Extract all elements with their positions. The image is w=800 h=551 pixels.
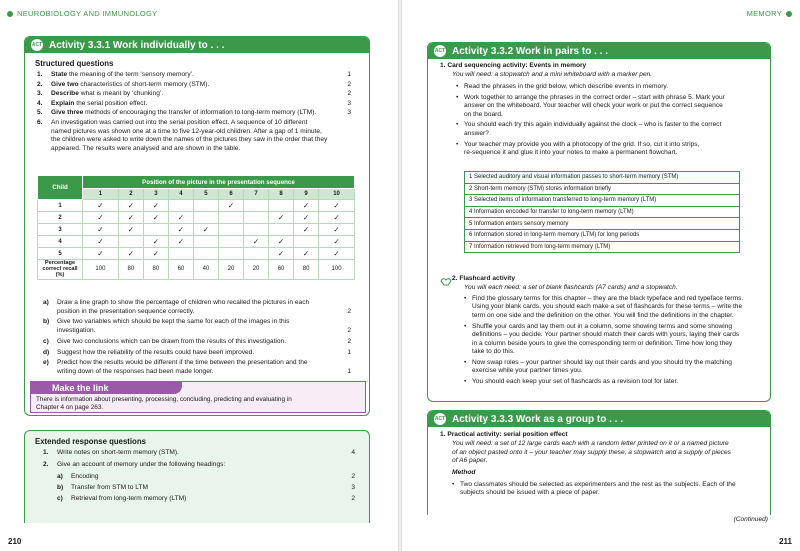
- activity-card-331: [24, 36, 370, 416]
- bullet-line: in a column beside yours to give the corresponding term or definition. Time how long they: [472, 339, 733, 347]
- table-cell: ✓: [294, 212, 319, 224]
- question-number: 6.: [37, 119, 43, 126]
- percent-label-line: Percentage: [44, 260, 76, 266]
- ext-q1-text: Write notes on short-term memory (STM).: [57, 449, 179, 456]
- table-percent-cell: 80: [143, 260, 168, 280]
- activity-card-332: [427, 42, 771, 402]
- table-percent-cell: 60: [269, 260, 294, 280]
- activity-header: ACT Activity 3.3.1 Work individually to . . .: [25, 37, 369, 53]
- table-position-number: 6: [218, 189, 243, 200]
- subquestion-label: a): [43, 299, 49, 306]
- table-cell: ✓: [319, 236, 355, 248]
- ext-q2-text: Give an account of memory under the following headings:: [57, 461, 226, 468]
- list-item: [464, 141, 699, 158]
- bullet-line: term on one side and the definition on the other. You will find the definitions in the chapter.: [472, 311, 734, 319]
- table-cell: ✓: [83, 200, 119, 212]
- sequence-phrase: 3 Selected items of information transferred to long-term memory (LTM): [465, 195, 740, 207]
- table-cell: ✓: [319, 212, 355, 224]
- bullet-dot-icon: [786, 11, 792, 17]
- table-cell: ✓: [118, 212, 143, 224]
- question-command-word: Give three: [51, 109, 84, 117]
- table-cell: [269, 224, 294, 236]
- table-cell: ✓: [218, 200, 243, 212]
- flashcard-title: 2. Flashcard activity: [452, 275, 516, 282]
- table-cell: [193, 200, 218, 212]
- bullet-line: • You should each keep your set of flashcards as a revision tool for later.: [472, 378, 679, 386]
- table-position-number: 4: [168, 189, 193, 200]
- table-cell: ✓: [294, 200, 319, 212]
- practical-title: 1. Practical activity: serial position effect: [440, 431, 568, 438]
- table-cell: ✓: [143, 200, 168, 212]
- table-percent-cell: 20: [244, 260, 269, 280]
- table-cell: ✓: [83, 224, 119, 236]
- question-text: Give three methods of encouraging the transfer of information to long-term memory (LTM).: [51, 109, 317, 117]
- bullet-line: exercise while your partner times you.: [472, 367, 583, 375]
- table-percent-cell: 100: [83, 260, 119, 280]
- question-6-line: named pictures was shown one at a time to five 12-year-old children. After a gap of 1 minute,: [51, 127, 322, 135]
- activity-badge-icon: ACT: [434, 413, 446, 425]
- sequence-phrase: 2 Short-term memory (STM) stores information briefly: [465, 183, 740, 195]
- table-row: [38, 236, 355, 248]
- bullet-line: • Now swap roles – your partner should lay out their cards and you should try the matching: [472, 359, 732, 366]
- question-marks: 3: [347, 109, 351, 117]
- question-6-line: appeared. The results were analysed and are shown in the table.: [51, 144, 241, 152]
- question-text: Explain the serial position effect.: [51, 99, 148, 107]
- table-position-header: Position of the picture in the presentation sequence: [83, 176, 355, 189]
- bullet-line: • You should each try this again individually against the clock – who is faster to the correct: [464, 121, 722, 129]
- table-cell: [218, 212, 243, 224]
- table-cell: ✓: [118, 200, 143, 212]
- bullet-line: answer?: [464, 129, 489, 137]
- ext-q1-marks: 4: [351, 449, 355, 456]
- table-percent-cell: 60: [168, 260, 193, 280]
- question-number: 2.: [37, 80, 43, 88]
- question-marks: 2: [347, 90, 351, 98]
- list-item: [472, 295, 743, 320]
- list-item: [464, 121, 721, 138]
- ext-sub-label: a): [57, 473, 63, 480]
- ext-sub-label: b): [57, 484, 64, 491]
- table-cell: ✓: [294, 248, 319, 260]
- bullet-line: • Work together to arrange the phrases in the correct order – start with phrase 5. Mark your: [464, 93, 725, 101]
- table-child-header: Child: [38, 176, 83, 200]
- table-cell: ✓: [118, 248, 143, 260]
- table-position-number: 1: [83, 189, 119, 200]
- pairs-icon: [440, 273, 452, 283]
- table-percent-label: [38, 260, 83, 280]
- question-6-line: the children were asked to write down the names of the pictures they saw in the order that they: [51, 136, 328, 144]
- list-item: [472, 359, 732, 376]
- subquestion-line: Give two variables which should be kept the same for each of the images in this: [57, 318, 290, 326]
- table-cell: ✓: [319, 248, 355, 260]
- table-cell: ✓: [319, 224, 355, 236]
- table-cell: [294, 236, 319, 248]
- question-command-word: Describe: [51, 90, 79, 98]
- question-text: Give two characteristics of short-term memory (STM).: [51, 80, 210, 88]
- subquestion-label: b): [43, 318, 50, 326]
- page-number-right: 211: [779, 537, 792, 546]
- table-cell: [168, 248, 193, 260]
- subquestion-marks: 2: [347, 337, 351, 345]
- table-cell: ✓: [193, 224, 218, 236]
- card-sequencing-title: 1. Card sequencing activity: Events in memory: [440, 62, 587, 69]
- subquestion-marks: 2: [347, 307, 351, 315]
- table-cell: [244, 200, 269, 212]
- question-text: State the meaning of the term ‘sensory memory’.: [51, 71, 194, 78]
- sequence-grid: [464, 171, 740, 253]
- table-cell: [218, 236, 243, 248]
- flashcard-need: You will each need: a set of blank flashcards (A7 cards) and a stopwatch.: [464, 284, 678, 291]
- method-bullet: • Two classmates should be selected as experimenters and the rest as the subjects. Each of the subjects should be issued with a piece of paper.: [460, 481, 736, 498]
- make-the-link-header: Make the link: [30, 381, 182, 394]
- bullet-line: on the board.: [464, 110, 503, 118]
- subquestion-line: Predict how the results would be different if the time between the presentation and the: [57, 359, 308, 367]
- table-cell: ✓: [269, 236, 294, 248]
- activity-badge-icon: ACT: [434, 45, 446, 57]
- ext-sub-text: Transfer from STM to LTM: [71, 484, 148, 491]
- table-cell: [244, 248, 269, 260]
- subquestion-marks: 2: [347, 327, 351, 334]
- table-cell: [193, 212, 218, 224]
- table-cell: ✓: [319, 200, 355, 212]
- table-cell: ✓: [83, 248, 119, 260]
- table-percent-row: [38, 260, 355, 280]
- bullet-dot-icon: [7, 11, 13, 17]
- table-percent-cell: 40: [193, 260, 218, 280]
- sequence-phrase: 5 Information enters sensory memory: [465, 218, 740, 230]
- sequence-row: [465, 172, 740, 184]
- table-cell: ✓: [118, 224, 143, 236]
- percent-label-line: correct recall (%): [42, 266, 78, 279]
- question-number: 5.: [37, 109, 43, 117]
- subquestion-label: e): [43, 359, 49, 367]
- question-6-line: An investigation was carried out into the serial position effect. A sequence of 10 different: [51, 119, 308, 126]
- table-cell: ✓: [168, 236, 193, 248]
- question-command-word: Give two: [51, 80, 79, 88]
- ext-sub-text: Encoding: [71, 473, 99, 480]
- bullet-line: answer on the whiteboard. Your teacher will check your work or put the correct sequence: [464, 102, 723, 110]
- question-text: Describe what is meant by ‘chunking’.: [51, 90, 164, 98]
- subquestion-marks: 1: [347, 368, 351, 375]
- bullet-line: take to do this.: [472, 348, 515, 356]
- question-marks: 2: [347, 80, 351, 88]
- right-page: [402, 0, 800, 551]
- page-number-left: 210: [8, 537, 22, 546]
- bullet-line: • Your teacher may provide you with a photocopy of the grid. If so, cut it into strips,: [464, 140, 700, 148]
- table-child-cell: 3: [38, 224, 83, 236]
- list-item: [472, 378, 678, 386]
- table-cell: [218, 224, 243, 236]
- list-item: [472, 323, 739, 357]
- sequence-phrase: 1 Selected auditory and visual information passes to short-term memory (STM): [465, 172, 740, 184]
- table-cell: [168, 200, 193, 212]
- ext-sub-text: Retrieval from long-term memory (LTM): [71, 495, 187, 502]
- question-number: 4.: [37, 99, 43, 107]
- running-head-right: MEMORY: [747, 9, 792, 18]
- table-position-number: 9: [294, 189, 319, 200]
- subquestion-line: Suggest how the reliability of the results could have been improved.: [57, 348, 255, 356]
- subquestion-marks: 1: [347, 348, 351, 356]
- table-cell: ✓: [83, 212, 119, 224]
- activity-header: ACT Activity 3.3.2 Work in pairs to . . .: [428, 43, 770, 59]
- table-position-number: 3: [143, 189, 168, 200]
- subquestion-line: writing down of the responses had been made longer.: [57, 368, 214, 375]
- table-child-cell: 4: [38, 236, 83, 248]
- table-position-number: 2: [118, 189, 143, 200]
- make-the-link-text: There is information about presenting, processing, concluding, predicting and evaluating in Chapter 4 on page 263.: [36, 396, 292, 411]
- bullet-line: • Find the glossary terms for this chapter – they are the black typeface and red typeface terms.: [472, 295, 744, 302]
- table-cell: [143, 224, 168, 236]
- list-item: [464, 94, 725, 119]
- bullet-line: • Shuffle your cards and lay them out in a column, some showing terms and some showing: [472, 322, 733, 330]
- question-number: 3.: [37, 90, 43, 98]
- ext-q2-number: 2.: [43, 461, 49, 468]
- subquestion-line: Draw a line graph to show the percentage of children who recalled the pictures in each: [57, 299, 310, 306]
- ext-sub-marks: 2: [351, 495, 355, 502]
- table-cell: [244, 224, 269, 236]
- continued-note: (Continued): [733, 516, 768, 523]
- table-row: [38, 200, 355, 212]
- table-percent-cell: 100: [319, 260, 355, 280]
- question-marks: 3: [347, 99, 351, 107]
- card-sequencing-need: You will need: a stopwatch and a mini whiteboard with a marker pen.: [452, 71, 653, 78]
- table-percent-cell: 80: [294, 260, 319, 280]
- extended-heading: Extended response questions: [35, 437, 146, 446]
- table-child-cell: 2: [38, 212, 83, 224]
- table-cell: ✓: [269, 248, 294, 260]
- sequence-row: [465, 241, 740, 253]
- make-the-link-box: [30, 381, 366, 413]
- table-cell: [269, 200, 294, 212]
- sequence-phrase: 7 Information retrieved from long-term memory (LTM): [465, 241, 740, 253]
- table-cell: ✓: [143, 248, 168, 260]
- sequence-row: [465, 206, 740, 218]
- extended-response-panel: [24, 430, 370, 523]
- table-cell: [218, 248, 243, 260]
- table-row: [38, 224, 355, 236]
- table-cell: ✓: [168, 212, 193, 224]
- sequence-row: [465, 195, 740, 207]
- subquestion-label: c): [43, 337, 49, 345]
- sequence-phrase: 4 Information encoded for transfer to long-term memory (LTM): [465, 206, 740, 218]
- question-command-word: Explain: [51, 99, 75, 107]
- table-cell: [193, 248, 218, 260]
- bullet-line: Using your blank cards, you should each make a set of flashcards for these terms – write the: [472, 303, 743, 311]
- bullet-line: • Read the phrases in the grid below, which describe events in memory.: [464, 83, 669, 90]
- table-cell: ✓: [143, 236, 168, 248]
- bullet-line: definitions – you decide. Your partner should match their cards with yours, laying their cards: [472, 331, 740, 339]
- table-row: [38, 212, 355, 224]
- table-position-number: 8: [269, 189, 294, 200]
- bullet-line: re-sequence it and glue it into your notes to make a permanent flowchart.: [464, 149, 678, 156]
- table-cell: ✓: [168, 224, 193, 236]
- table-position-number: 7: [244, 189, 269, 200]
- table-cell: [244, 212, 269, 224]
- table-cell: ✓: [244, 236, 269, 248]
- ext-q1-number: 1.: [43, 449, 49, 456]
- table-position-number: 5: [193, 189, 218, 200]
- list-item: [464, 83, 668, 91]
- practical-need: You will need: a set of 12 large cards each with a random letter printed on it or a named picture of an object pasted onto it – your teacher may supply these, a stopwatch and a supply of pieces of A6 paper.: [452, 440, 731, 465]
- table-cell: ✓: [83, 236, 119, 248]
- subquestion-line: Give two conclusions which can be drawn from the results of this investigation.: [57, 337, 287, 345]
- table-position-number: 10: [319, 189, 355, 200]
- left-page: [0, 0, 398, 551]
- ext-sub-marks: 3: [351, 484, 355, 491]
- activity-card-333: [427, 410, 771, 515]
- method-label: Method: [452, 469, 476, 476]
- table-row: [38, 248, 355, 260]
- question-number: 1.: [37, 71, 43, 78]
- sequence-phrase: 6 Information stored in long-term memory (LTM) for long periods: [465, 229, 740, 241]
- subquestion-line: position in the presentation sequence correctly.: [57, 307, 195, 315]
- results-table: [37, 175, 355, 280]
- table-percent-cell: 20: [218, 260, 243, 280]
- subquestion-line: investigation.: [57, 327, 96, 334]
- subquestion-label: d): [43, 348, 50, 356]
- activity-header: ACT Activity 3.3.3 Work as a group to . . .: [428, 411, 770, 427]
- activity-badge-icon: ACT: [31, 39, 43, 51]
- sequence-row: [465, 218, 740, 230]
- table-percent-cell: 80: [118, 260, 143, 280]
- ext-sub-marks: 2: [351, 473, 355, 480]
- ext-sub-label: c): [57, 495, 63, 502]
- question-command-word: State: [51, 71, 68, 78]
- table-child-cell: 1: [38, 200, 83, 212]
- table-cell: [118, 236, 143, 248]
- question-marks: 1: [347, 71, 351, 78]
- sequence-row: [465, 229, 740, 241]
- running-head-left: NEUROBIOLOGY AND IMMUNOLOGY: [7, 9, 158, 18]
- table-cell: ✓: [143, 212, 168, 224]
- sequence-row: [465, 183, 740, 195]
- table-cell: [193, 236, 218, 248]
- table-cell: ✓: [294, 224, 319, 236]
- structured-heading: Structured questions: [35, 59, 114, 68]
- table-cell: ✓: [269, 212, 294, 224]
- table-child-cell: 5: [38, 248, 83, 260]
